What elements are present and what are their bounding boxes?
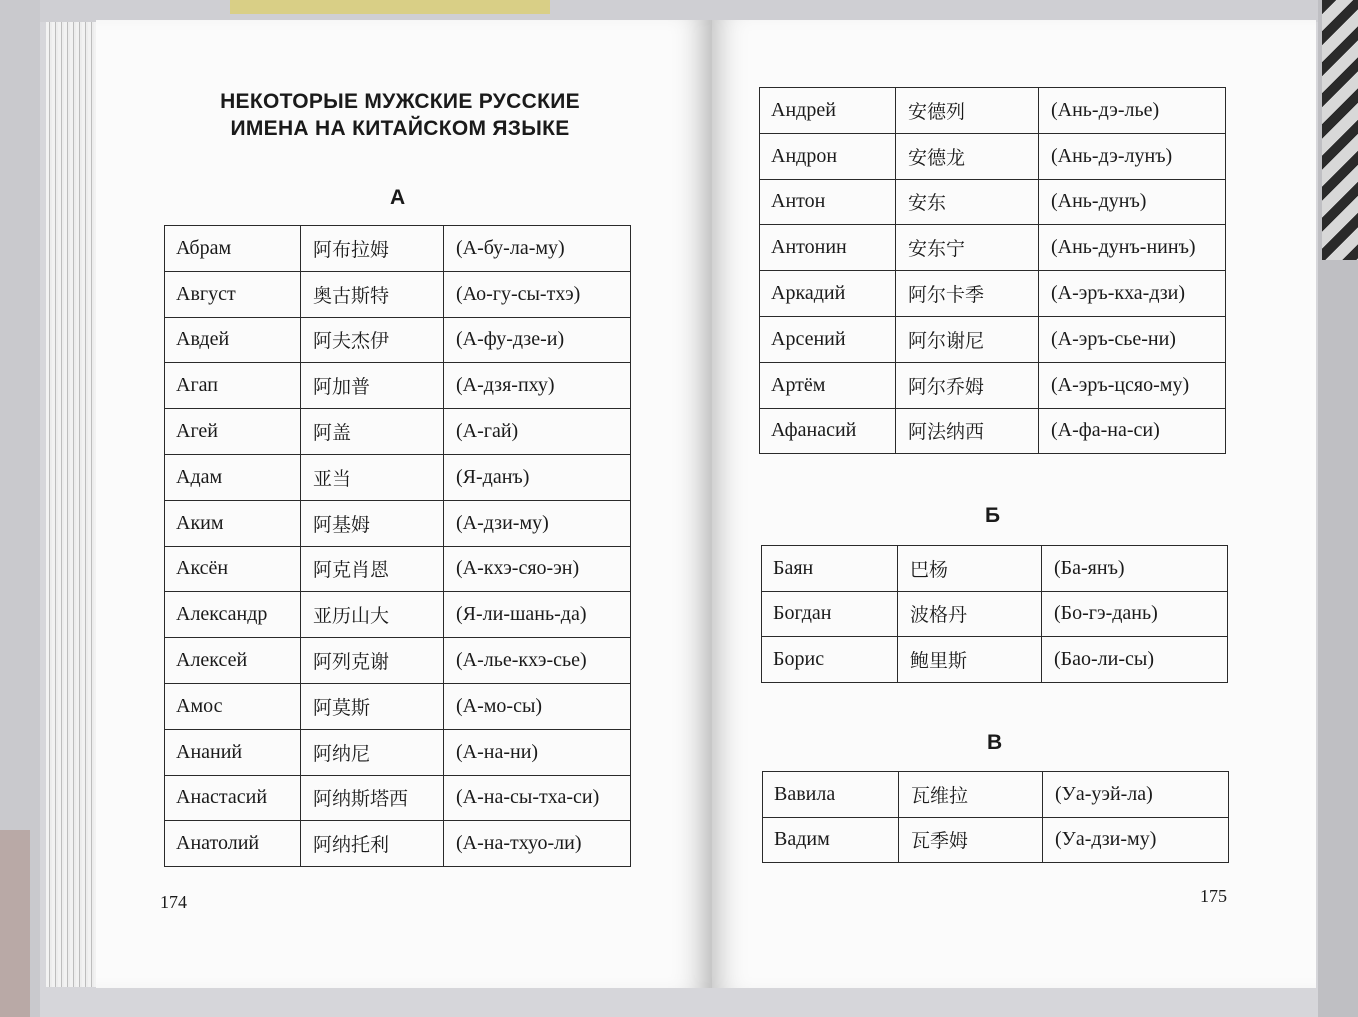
name-chinese: 阿纳托利 — [301, 821, 444, 867]
name-chinese: 阿列克谢 — [301, 638, 444, 684]
name-transcription: (Ао-гу-сы-тхэ) — [444, 271, 631, 317]
name-russian: Агап — [165, 363, 301, 409]
background-strip — [230, 0, 550, 14]
name-transcription: (Бо-гэ-дань) — [1042, 591, 1228, 637]
name-chinese: 亚当 — [301, 454, 444, 500]
name-transcription: (А-мо-сы) — [444, 683, 631, 729]
table-row — [165, 363, 631, 409]
page-title-line-2: ИМЕНА НА КИТАЙСКОМ ЯЗЫКЕ — [230, 117, 570, 140]
name-chinese: 安东宁 — [896, 225, 1039, 271]
table-row — [760, 408, 1226, 454]
page-number-left: 174 — [160, 892, 187, 912]
name-transcription: (А-фу-дзе-и) — [444, 317, 631, 363]
name-chinese: 安东 — [896, 179, 1039, 225]
name-transcription: (А-гай) — [444, 409, 631, 455]
table-row — [763, 817, 1229, 863]
name-transcription: (А-на-тхуо-ли) — [444, 821, 631, 867]
name-russian: Август — [165, 271, 301, 317]
name-russian: Амос — [165, 683, 301, 729]
name-russian: Арсений — [760, 316, 896, 362]
name-chinese: 阿纳斯塔西 — [301, 775, 444, 821]
table-row — [760, 316, 1226, 362]
name-chinese: 阿尔谢尼 — [896, 316, 1039, 362]
name-russian: Антон — [760, 179, 896, 225]
name-transcription: (А-эръ-кха-дзи) — [1039, 271, 1226, 317]
section-letter-b: Б — [985, 504, 1001, 527]
page-title — [160, 88, 640, 142]
table-row — [165, 638, 631, 684]
name-transcription: (А-дзя-пху) — [444, 363, 631, 409]
table-row — [760, 362, 1226, 408]
name-transcription: (А-фа-на-си) — [1039, 408, 1226, 454]
table-row — [165, 683, 631, 729]
table-row — [760, 133, 1226, 179]
page-number-right: 175 — [1200, 886, 1227, 906]
name-chinese: 阿尔卡季 — [896, 271, 1039, 317]
name-chinese: 亚历山大 — [301, 592, 444, 638]
name-russian: Анатолий — [165, 821, 301, 867]
table-row — [165, 271, 631, 317]
background-striped-object — [1322, 0, 1358, 260]
table-row — [760, 88, 1226, 134]
name-chinese: 奥古斯特 — [301, 271, 444, 317]
name-chinese: 阿莫斯 — [301, 683, 444, 729]
table-row — [760, 179, 1226, 225]
background-left-lower — [0, 830, 30, 1017]
names-table-a-left — [164, 225, 631, 867]
name-chinese: 鲍里斯 — [898, 637, 1042, 683]
name-russian: Борис — [762, 637, 898, 683]
name-russian: Алексей — [165, 638, 301, 684]
table-row — [165, 821, 631, 867]
name-transcription: (Ба-янъ) — [1042, 546, 1228, 592]
book-page-edges — [46, 22, 98, 987]
table-row — [762, 637, 1228, 683]
name-russian: Анастасий — [165, 775, 301, 821]
name-transcription: (Ань-дэ-лье) — [1039, 88, 1226, 134]
name-transcription: (Я-ли-шань-да) — [444, 592, 631, 638]
table-row — [165, 500, 631, 546]
name-chinese: 阿尔乔姆 — [896, 362, 1039, 408]
name-russian: Вавила — [763, 772, 899, 818]
table-row — [762, 591, 1228, 637]
name-chinese: 阿纳尼 — [301, 729, 444, 775]
table-row — [165, 226, 631, 272]
name-chinese: 瓦维拉 — [899, 772, 1043, 818]
name-chinese: 安德龙 — [896, 133, 1039, 179]
name-transcription: (А-эръ-сье-ни) — [1039, 316, 1226, 362]
name-russian: Александр — [165, 592, 301, 638]
names-table-v — [762, 771, 1229, 863]
name-russian: Авдей — [165, 317, 301, 363]
table-row — [165, 592, 631, 638]
name-russian: Вадим — [763, 817, 899, 863]
names-table-b — [761, 545, 1228, 683]
name-russian: Баян — [762, 546, 898, 592]
name-chinese: 阿盖 — [301, 409, 444, 455]
table-row — [165, 729, 631, 775]
name-russian: Артём — [760, 362, 896, 408]
name-transcription: (А-эръ-цсяо-му) — [1039, 362, 1226, 408]
name-russian: Антонин — [760, 225, 896, 271]
name-transcription: (А-кхэ-сяо-эн) — [444, 546, 631, 592]
name-transcription: (А-дзи-му) — [444, 500, 631, 546]
name-transcription: (А-на-сы-тха-си) — [444, 775, 631, 821]
name-transcription: (Уа-уэй-ла) — [1043, 772, 1229, 818]
page-title-line-1: НЕКОТОРЫЕ МУЖСКИЕ РУССКИЕ — [220, 90, 580, 113]
name-chinese: 阿布拉姆 — [301, 226, 444, 272]
name-russian: Аксён — [165, 546, 301, 592]
table-row — [165, 317, 631, 363]
name-transcription: (А-бу-ла-му) — [444, 226, 631, 272]
table-row — [763, 772, 1229, 818]
name-russian: Ананий — [165, 729, 301, 775]
name-chinese: 波格丹 — [898, 591, 1042, 637]
name-russian: Андрей — [760, 88, 896, 134]
name-transcription: (Бао-ли-сы) — [1042, 637, 1228, 683]
names-table-a-right — [759, 87, 1226, 454]
name-russian: Афанасий — [760, 408, 896, 454]
name-chinese: 瓦季姆 — [899, 817, 1043, 863]
name-chinese: 阿基姆 — [301, 500, 444, 546]
name-transcription: (А-на-ни) — [444, 729, 631, 775]
table-row — [165, 775, 631, 821]
name-russian: Абрам — [165, 226, 301, 272]
name-transcription: (Ань-дунъ) — [1039, 179, 1226, 225]
background-top — [0, 0, 1358, 22]
table-row — [165, 546, 631, 592]
name-transcription: (Ань-дунъ-нинъ) — [1039, 225, 1226, 271]
section-letter-v: В — [987, 731, 1003, 754]
table-row — [165, 454, 631, 500]
name-chinese: 巴杨 — [898, 546, 1042, 592]
table-row — [762, 546, 1228, 592]
table-row — [760, 271, 1226, 317]
name-chinese: 阿法纳西 — [896, 408, 1039, 454]
section-letter-a: А — [390, 186, 406, 209]
name-transcription: (Я-данъ) — [444, 454, 631, 500]
name-russian: Андрон — [760, 133, 896, 179]
table-row — [165, 409, 631, 455]
name-chinese: 阿加普 — [301, 363, 444, 409]
name-chinese: 阿克肖恩 — [301, 546, 444, 592]
name-russian: Богдан — [762, 591, 898, 637]
name-russian: Аркадий — [760, 271, 896, 317]
name-transcription: (Уа-дзи-му) — [1043, 817, 1229, 863]
name-transcription: (А-лье-кхэ-сье) — [444, 638, 631, 684]
table-row — [760, 225, 1226, 271]
name-chinese: 阿夫杰伊 — [301, 317, 444, 363]
name-transcription: (Ань-дэ-лунъ) — [1039, 133, 1226, 179]
name-chinese: 安德列 — [896, 88, 1039, 134]
name-russian: Агей — [165, 409, 301, 455]
name-russian: Аким — [165, 500, 301, 546]
name-russian: Адам — [165, 454, 301, 500]
